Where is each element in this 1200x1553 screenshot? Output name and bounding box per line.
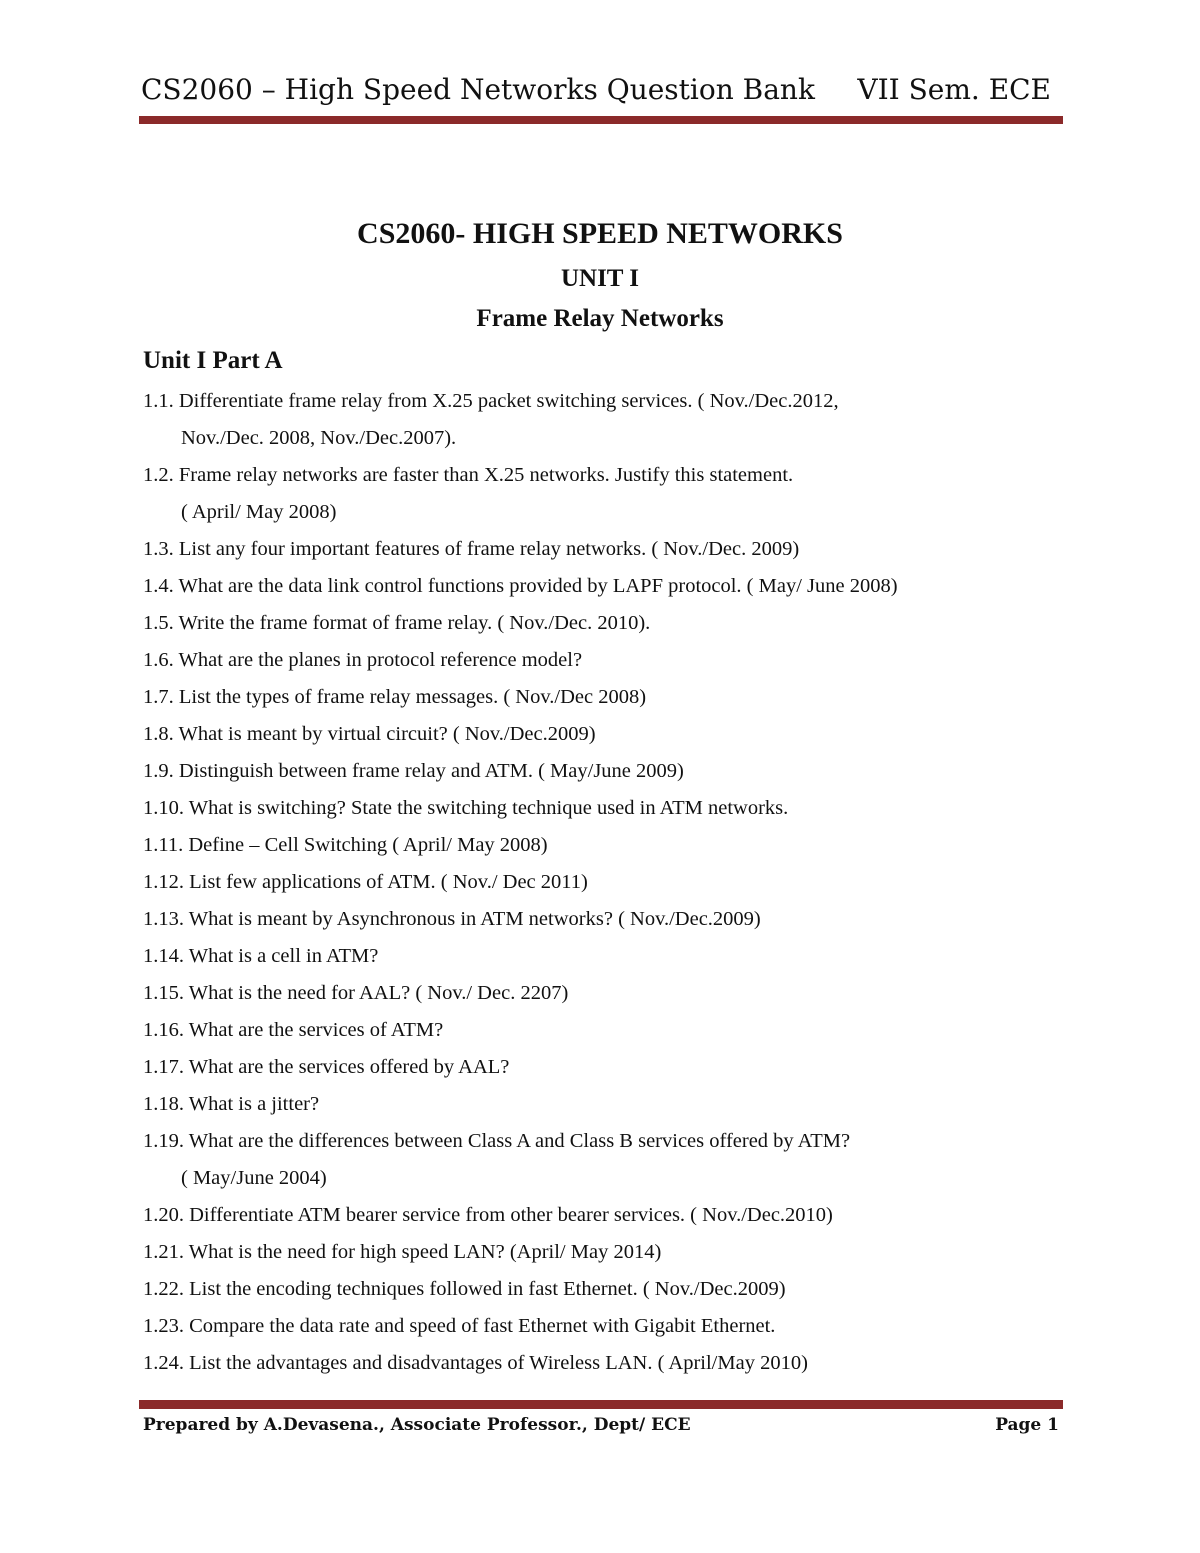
question-item: 1.17. What are the services offered by AAL? — [143, 1056, 510, 1078]
question-item: 1.4. What are the data link control functions provided by LAPF protocol. ( May/ June 2008) — [143, 575, 898, 597]
document-title: CS2060- HIGH SPEED NETWORKS — [357, 217, 843, 250]
page-header — [139, 70, 1063, 112]
question-item: 1.2. Frame relay networks are faster than X.25 networks. Justify this statement. — [143, 464, 794, 486]
question-item: 1.15. What is the need for AAL? ( Nov./ Dec. 2207) — [143, 982, 569, 1004]
unit-subtitle: Frame Relay Networks — [476, 305, 724, 332]
question-item: 1.20. Differentiate ATM bearer service from other bearer services. ( Nov./Dec.2010) — [143, 1204, 833, 1226]
question-item: 1.16. What are the services of ATM? — [143, 1019, 444, 1041]
question-item: 1.18. What is a jitter? — [143, 1093, 320, 1115]
header-rule — [139, 116, 1063, 124]
question-continuation: ( May/June 2004) — [181, 1167, 327, 1189]
question-item: 1.7. List the types of frame relay messages. ( Nov./Dec 2008) — [143, 686, 647, 708]
question-item: 1.24. List the advantages and disadvantages of Wireless LAN. ( April/May 2010) — [143, 1352, 808, 1374]
footer-rule — [139, 1400, 1063, 1409]
question-item: 1.12. List few applications of ATM. ( Nov./ Dec 2011) — [143, 871, 588, 893]
page-number: Page 1 — [995, 1415, 1059, 1435]
question-item: 1.5. Write the frame format of frame relay. ( Nov./Dec. 2010). — [143, 612, 651, 634]
question-item: 1.13. What is meant by Asynchronous in ATM networks? ( Nov./Dec.2009) — [143, 908, 761, 930]
section-heading: Unit I Part A — [143, 347, 283, 374]
question-item: 1.6. What are the planes in protocol reference model? — [143, 649, 583, 671]
question-item: 1.9. Distinguish between frame relay and ATM. ( May/June 2009) — [143, 760, 684, 782]
question-item: 1.19. What are the differences between Class A and Class B services offered by ATM? — [143, 1130, 851, 1152]
question-item: 1.10. What is switching? State the switching technique used in ATM networks. — [143, 797, 789, 819]
question-continuation: Nov./Dec. 2008, Nov./Dec.2007). — [181, 427, 457, 449]
question-list — [143, 383, 1063, 1382]
footer-author: Prepared by A.Devasena., Associate Professor., Dept/ ECE — [143, 1415, 691, 1435]
question-item: 1.22. List the encoding techniques followed in fast Ethernet. ( Nov./Dec.2009) — [143, 1278, 786, 1300]
header-semester: VII Sem. ECE — [857, 73, 1051, 106]
question-item: 1.14. What is a cell in ATM? — [143, 945, 379, 967]
header-course-title: CS2060 – High Speed Networks Question Bank — [141, 73, 815, 106]
question-continuation: ( April/ May 2008) — [181, 501, 337, 523]
unit-title: UNIT I — [560, 265, 640, 292]
question-item: 1.1. Differentiate frame relay from X.25 packet switching services. ( Nov./Dec.2012, — [143, 390, 839, 412]
question-item: 1.8. What is meant by virtual circuit? ( Nov./Dec.2009) — [143, 723, 596, 745]
question-item: 1.11. Define – Cell Switching ( April/ May 2008) — [143, 834, 548, 856]
question-item: 1.3. List any four important features of frame relay networks. ( Nov./Dec. 2009) — [143, 538, 800, 560]
question-item: 1.23. Compare the data rate and speed of fast Ethernet with Gigabit Ethernet. — [143, 1315, 776, 1337]
question-item: 1.21. What is the need for high speed LAN? (April/ May 2014) — [143, 1241, 662, 1263]
